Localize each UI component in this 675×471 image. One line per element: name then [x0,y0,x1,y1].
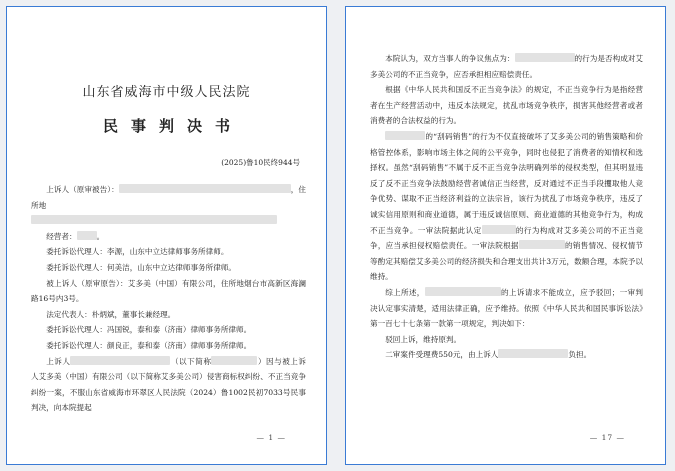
analysis-text: 的销售情况、侵权情节等酌定其赔偿艾多美公司的经济损失和合理支出共计3万元，数额合理，本院予以维持。 [370,241,644,282]
document-page-1 [6,6,327,465]
document-page-17 [345,6,666,465]
operator-suffix: 。 [96,231,105,241]
opinion-text: 的行为是否构成对艾多美公司的不正当竞争，应否承担相应赔偿责任。 [370,54,644,79]
party-operator [31,229,306,245]
conclusion [370,285,643,332]
page-number: — 1 — [256,433,286,442]
intro-text: 因与被上诉人艾多美（中国）有限公司（以下简称艾多美公司）侵害商标权纠纷、不正当竞争纠纷一案，不服山东省威海市环翠区人民法院（2024）鲁1002民初7033号民事判决，向本院提起 [31,356,306,413]
conclusion-text: 的上诉请求不能成立，应予驳回；一审判决认定事实清楚，适用法律正确，应予维持。依照《中华人民共和国民事诉讼法》第一百七十七条第一款第一项规定，判决如下： [370,287,644,329]
redacted-text [498,349,568,358]
page-number: — 17 — [589,433,625,442]
intro-text: ） [257,356,267,366]
intro-text: 上诉人 [46,356,71,366]
agent-2: 委托诉讼代理人：何美洁，山东中立达律师事务所律师。 [46,262,237,272]
conclusion-text: 综上所述， [385,287,425,297]
redacted-text [77,231,97,240]
agent-1: 委托诉讼代理人：李源，山东中立达律师事务所律师。 [46,247,229,257]
judgment-verdict: 驳回上诉，维持原判。 [385,334,462,344]
analysis-text: 的行为构成对艾多美公司的不正当竞争，应当承担侵权赔偿责任。一审法院根据 [370,225,644,251]
redacted-text [211,356,257,365]
case-number: (2025)鲁10民终944号 [221,158,300,167]
legal-representative: 法定代表人：朴炳斌，董事长兼经理。 [46,309,176,319]
redacted-text [425,287,501,296]
analysis [370,129,643,285]
party-label: 上诉人（原审被告）： [46,185,119,194]
analysis-text: 的“刮码销售”的行为不仅直接破坏了艾多美公司的销售策略和价格管控体系，影响市场主体之间的公平竞争，同时也侵犯了消费者的知情权和选择权。虽然“刮码销售”不属于反不正当竞争法明确列举的侵权类型，但其明显违反了反不正当竞争法鼓励经营者诚信正当经营，反对通过不正当手段攫取他人竞争优势、谋取不正当经济利益的立法宗旨，该行为扰乱了市场竞争秩序，违反了诚实信用原则和商业道德，属于违反诚信原则、商业道德的其他竞争行为，构成不正当竞争。一审法院据此认定 [370,131,643,235]
fees-text: 负担。 [568,350,592,360]
document-title: 民事判决书 [102,117,243,135]
fees-text: 二审案件受理费550元，由上诉人 [385,350,499,360]
redacted-text [482,225,516,234]
legal-basis: 根据《中华人民共和国反不正当竞争法》的规定，不正当竞争行为是指经营者在生产经营活动中，违反本法规定，扰乱市场竞争秩序，损害其他经营者或者消费者的合法权益的行为。 [370,85,643,126]
court-opinion [370,51,643,82]
redacted-text [515,53,575,62]
intro-text: （以下简称 [170,356,212,366]
judgment-body-page-1 [31,182,306,416]
court-fees [370,347,643,363]
opinion-text: 本院认为，双方当事人的争议焦点为： [385,54,515,63]
redacted-text [119,184,291,193]
agent-4: 委托诉讼代理人：颜良正，泰和泰（济南）律师事务所律师。 [46,340,252,350]
redacted-text [519,240,565,249]
redacted-text [385,131,425,140]
judgment-body-page-17 [370,51,643,363]
agent-3: 委托诉讼代理人：冯国锐，泰和泰（济南）律师事务所律师。 [46,325,252,335]
operator-label: 经营者： [46,231,77,241]
party-appellant [31,182,306,229]
redacted-text [31,215,277,224]
case-intro [31,354,306,416]
redacted-text [70,356,170,365]
court-name: 山东省威海市中级人民法院 [82,85,251,100]
party-suffix: ，住所地 [31,185,307,210]
party-appellee: 被上诉人（原审原告）：艾多美（中国）有限公司，住所地烟台市高新区海澜路16号内3号。 [31,278,306,304]
